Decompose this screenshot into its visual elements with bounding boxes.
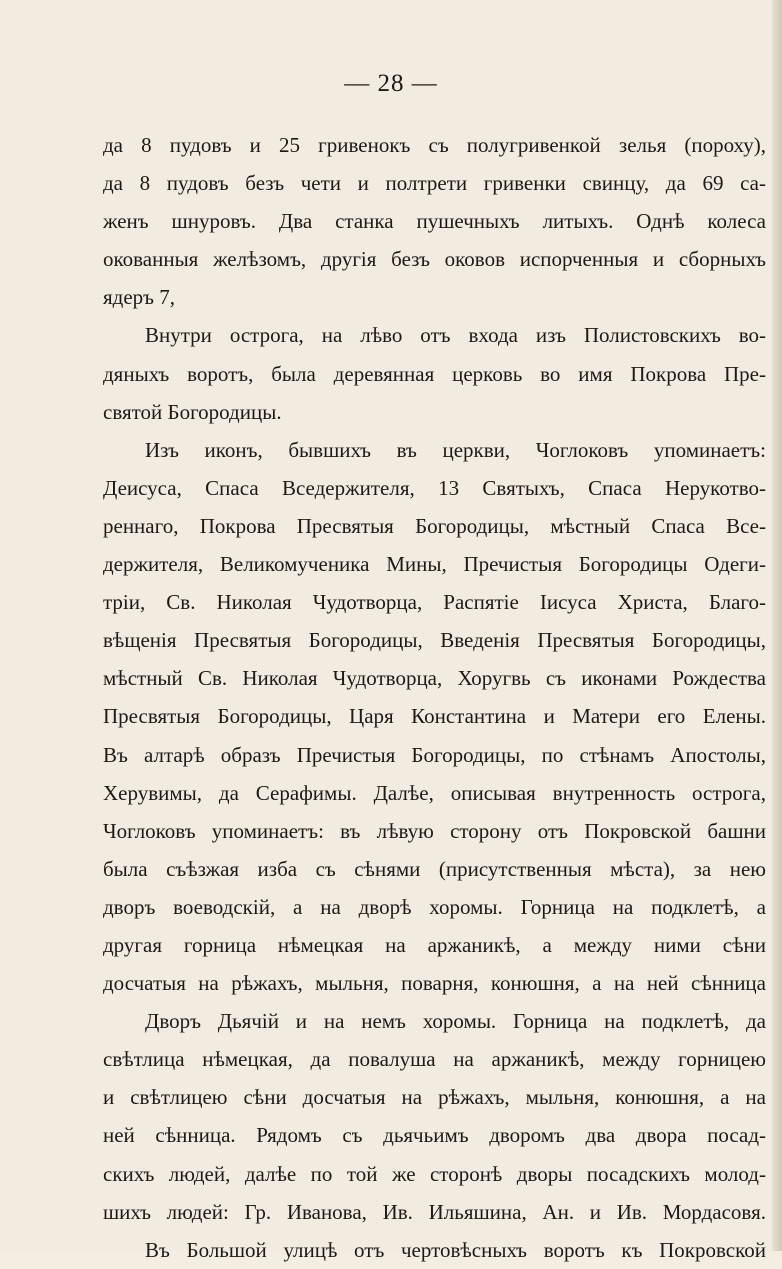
text-line: реннаго, Покрова Пресвятыя Богородицы, мѣстный Спаса Все- xyxy=(103,513,766,538)
text-line: свѣтлица нѣмецкая, да повалуша на аржаникѣ, между горницею xyxy=(103,1047,766,1072)
page-edge-shadow xyxy=(772,0,782,1251)
text-line: скихъ людей, далѣе по той же сторонѣ дворы посадскихъ молод- xyxy=(103,1161,766,1186)
text-line: окованныя желѣзомъ, другія безъ оковов испорченныя и сборныхъ xyxy=(103,247,766,272)
text-line: Чоглоковъ упоминаетъ: въ лѣвую сторону отъ Покровской башни xyxy=(103,818,766,843)
text-line: Пресвятыя Богородицы, Царя Константина и Матери его Елены. xyxy=(103,704,766,729)
text-line: Внутри острога, на лѣво отъ входа изъ Полистовскихъ во- xyxy=(145,323,766,348)
text-line: другая горница нѣмецкая на аржаникѣ, а между ними сѣни xyxy=(103,932,766,957)
text-line: тріи, Св. Николая Чудотворца, Распятіе Іисуса Христа, Благо- xyxy=(103,590,766,615)
page-number: — 28 — xyxy=(344,70,438,97)
text-line: дяныхъ воротъ, была деревянная церковь во имя Покрова Пре- xyxy=(103,361,766,386)
text-line: женъ шнуровъ. Два станка пушечныхъ литыхъ. Однѣ колеса xyxy=(103,209,766,234)
text-line: Деисуса, Спаса Вседержителя, 13 Святыхъ, Спаса Нерукотво- xyxy=(103,475,766,500)
text-line: Въ алтарѣ образъ Пречистыя Богородицы, по стѣнамъ Апостолы, xyxy=(103,742,766,767)
text-line: Херувимы, да Серафимы. Далѣе, описывая внутренность острога, xyxy=(103,780,766,805)
body-text xyxy=(103,126,766,1269)
text-line: шихъ людей: Гр. Иванова, Ив. Ильяшина, Ан. и Ив. Мордасовя. xyxy=(103,1199,766,1224)
text-line: держителя, Великомученика Мины, Пречистыя Богородицы Одеги- xyxy=(103,552,766,577)
text-line: была съѣзжая изба съ сѣнями (присутственныя мѣста), за нею xyxy=(103,856,766,881)
text-line: ней сѣнница. Рядомъ съ дьячьимъ дворомъ два двора посад- xyxy=(103,1123,766,1148)
text-line: мѣстный Св. Николая Чудотворца, Хоругвь съ иконами Рождества xyxy=(103,666,766,691)
text-line: вѣщенія Пресвятыя Богородицы, Введенія Пресвятыя Богородицы, xyxy=(103,628,766,653)
text-line: дворъ воеводскій, а на дворѣ хоромы. Горница на подклетѣ, а xyxy=(103,894,766,919)
text-line: Въ Большой улицѣ отъ чертовѣсныхъ воротъ къ Покровской xyxy=(145,1237,766,1262)
text-line: и свѣтлицею сѣни досчатыя на рѣжахъ, мыльня, конюшня, а на xyxy=(103,1085,766,1110)
text-line: Изъ иконъ, бывшихъ въ церкви, Чоглоковъ упоминаетъ: xyxy=(145,437,766,462)
text-line: да 8 пудовъ безъ чети и полтрети гривенки свинцу, да 69 са- xyxy=(103,171,766,196)
text-line: ядеръ 7, xyxy=(103,285,176,310)
text-line: Дворъ Дьячій и на немъ хоромы. Горница на подклетѣ, да xyxy=(145,1009,766,1034)
text-line: да 8 пудовъ и 25 гривенокъ съ полугривенкой зелья (пороху), xyxy=(103,133,766,157)
text-line: святой Богородицы. xyxy=(103,399,282,424)
text-line: досчатыя на рѣжахъ, мыльня, поварня, конюшня, а на ней сѣнница xyxy=(103,971,766,996)
